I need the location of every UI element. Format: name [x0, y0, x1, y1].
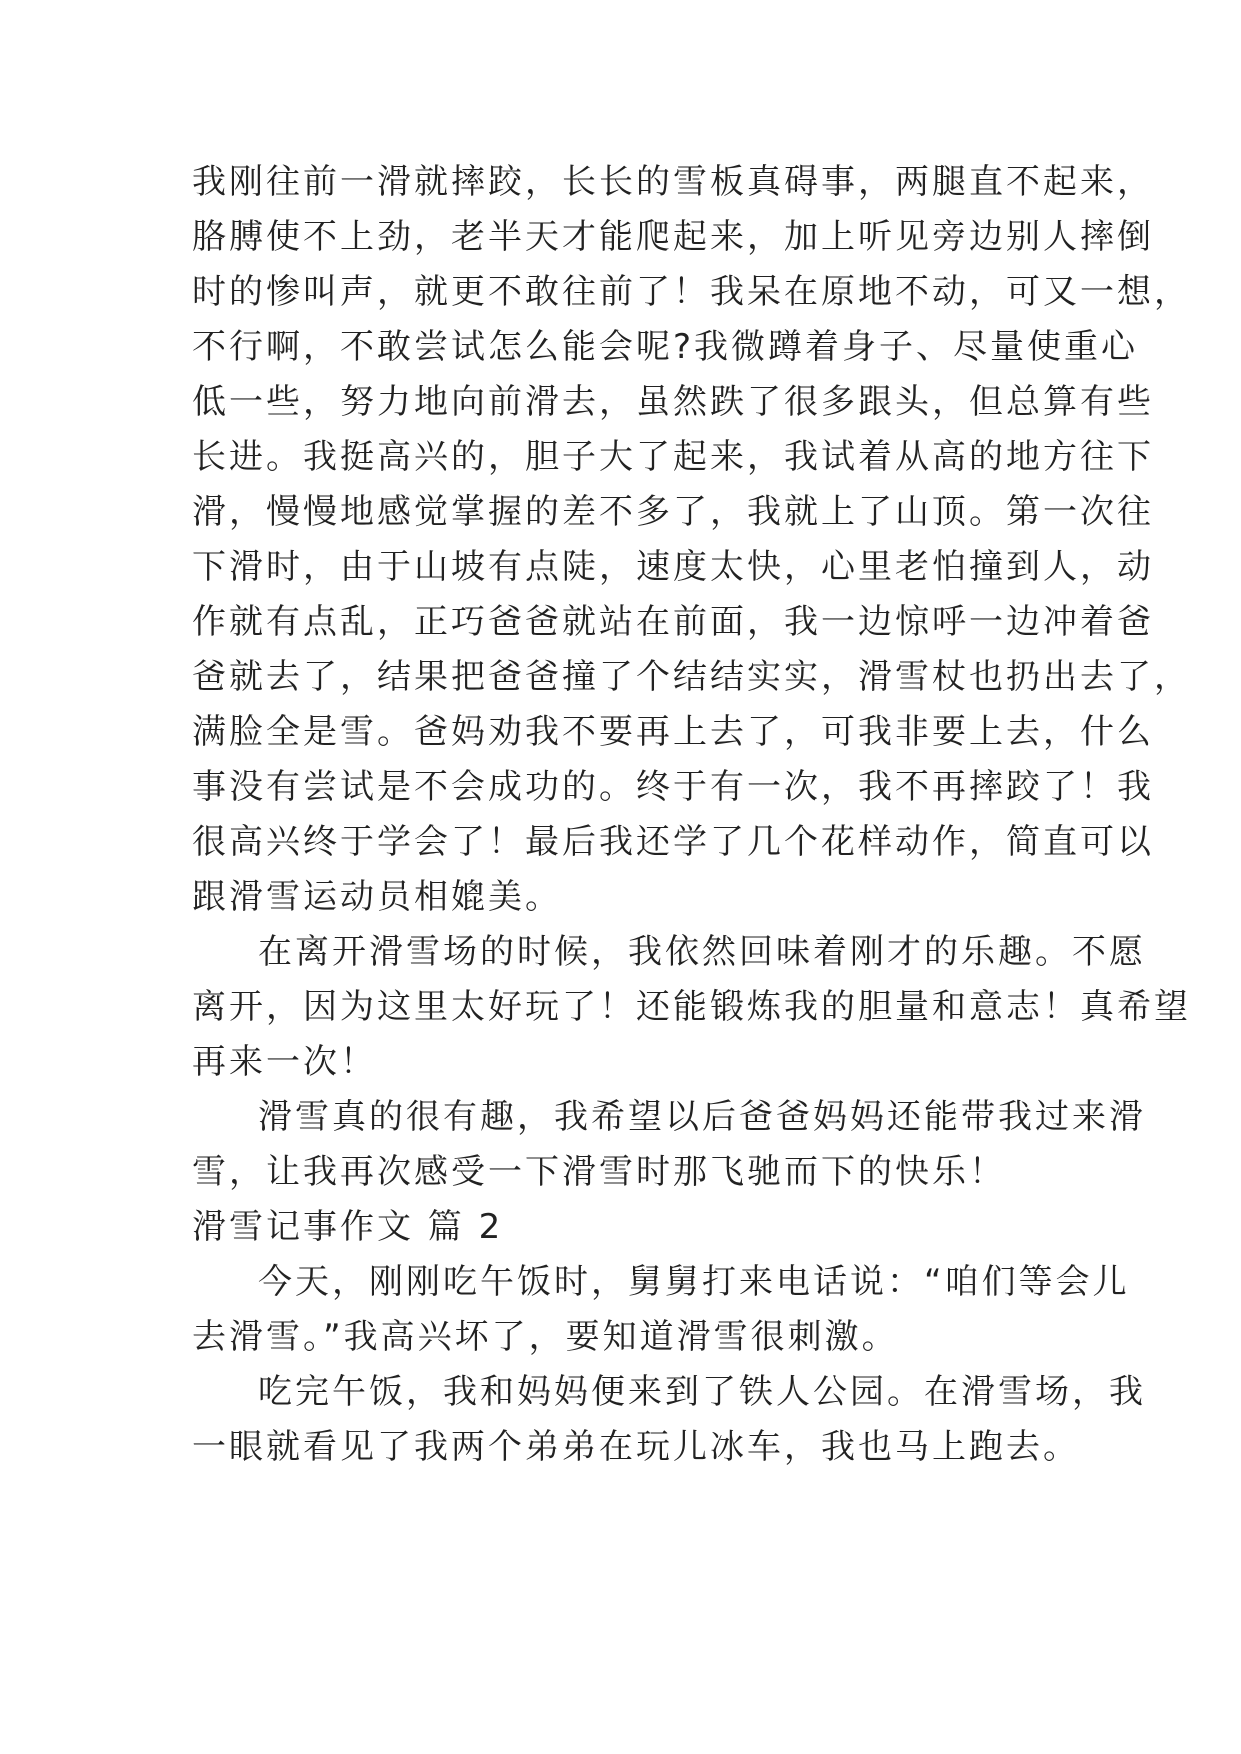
paragraph-first-line: 滑雪真的很有趣，我希望以后爸爸妈妈还能带我过来滑	[258, 1097, 1146, 1137]
text-line: 长进。我挺高兴的，胆子大了起来，我试着从高的地方往下	[192, 437, 1154, 477]
text-line: 一眼就看见了我两个弟弟在玩儿冰车，我也马上跑去。	[192, 1427, 1080, 1467]
text-line: 满脸全是雪。爸妈劝我不要再上去了，可我非要上去，什么	[192, 712, 1154, 752]
text-line: 爸就去了，结果把爸爸撞了个结结实实，滑雪杖也扔出去了，	[192, 657, 1191, 697]
section-heading: 滑雪记事作文 篇 2	[192, 1207, 504, 1247]
text-line: 低一些，努力地向前滑去，虽然跌了很多跟头，但总算有些	[192, 382, 1154, 422]
text-line: 不行啊，不敢尝试怎么能会呢?我微蹲着身子、尽量使重心	[192, 327, 1139, 367]
text-line: 作就有点乱，正巧爸爸就站在前面，我一边惊呼一边冲着爸	[192, 602, 1154, 642]
text-line: 时的惨叫声，就更不敢往前了！我呆在原地不动，可又一想，	[192, 272, 1191, 312]
text-line: 跟滑雪运动员相媲美。	[192, 877, 562, 917]
text-line: 我刚往前一滑就摔跤，长长的雪板真碍事，两腿直不起来，	[192, 162, 1154, 202]
text-line: 滑，慢慢地感觉掌握的差不多了，我就上了山顶。第一次往	[192, 492, 1154, 532]
paragraph-first-line: 在离开滑雪场的时候，我依然回味着刚才的乐趣。不愿	[258, 932, 1146, 972]
text-line: 离开，因为这里太好玩了！还能锻炼我的胆量和意志！真希望	[192, 987, 1191, 1027]
text-line: 事没有尝试是不会成功的。终于有一次，我不再摔跤了！我	[192, 767, 1154, 807]
text-line: 下滑时，由于山坡有点陡，速度太快，心里老怕撞到人，动	[192, 547, 1154, 587]
text-line: 雪，让我再次感受一下滑雪时那飞驰而下的快乐！	[192, 1152, 1006, 1192]
text-line: 胳膊使不上劲，老半天才能爬起来，加上听见旁边别人摔倒	[192, 217, 1154, 257]
paragraph-first-line: 今天，刚刚吃午饭时，舅舅打来电话说：“咱们等会儿	[258, 1262, 1130, 1302]
paragraph-first-line: 吃完午饭，我和妈妈便来到了铁人公园。在滑雪场，我	[258, 1372, 1146, 1412]
text-line: 去滑雪。”我高兴坏了，要知道滑雪很刺激。	[192, 1317, 899, 1357]
text-line: 很高兴终于学会了！最后我还学了几个花样动作，简直可以	[192, 822, 1154, 862]
text-line: 再来一次！	[192, 1042, 377, 1082]
